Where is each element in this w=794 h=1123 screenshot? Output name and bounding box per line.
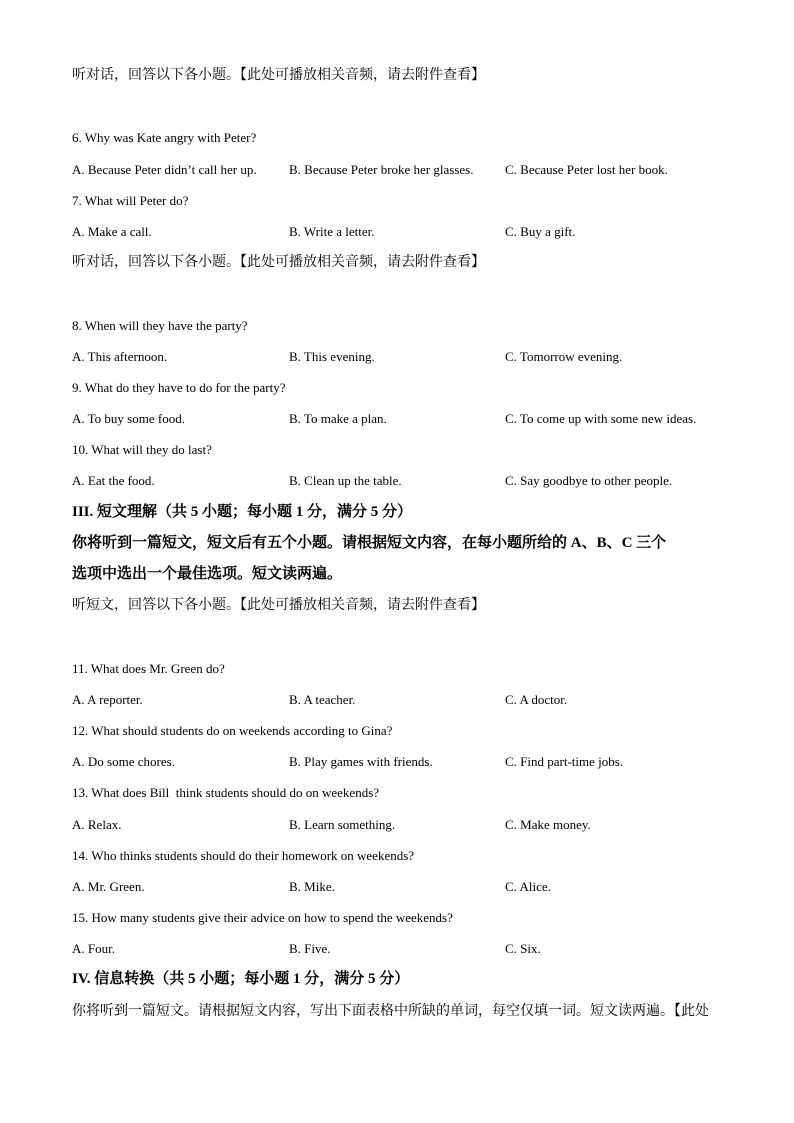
option-a: A. Eat the food.	[72, 473, 155, 489]
option-b: B. To make a plan.	[289, 411, 387, 427]
question-13	[72, 777, 732, 839]
audio-instruction: 听短文，回答以下各小题。【此处可播放相关音频，请去附件查看】	[72, 598, 485, 614]
options-row	[72, 871, 732, 902]
option-a: A. To buy some food.	[72, 411, 185, 427]
question-stem: 13. What does Bill think students should do on weekends?	[72, 785, 380, 801]
section-heading: III. 短文理解（共 5 小题；每小题 1 分，满分 5 分）	[72, 503, 413, 520]
question-9	[72, 372, 732, 434]
option-b: B. Learn something.	[289, 816, 396, 832]
blank-line	[72, 91, 732, 122]
question-stem: 8. When will they have the party?	[72, 317, 248, 333]
options-row	[72, 746, 732, 777]
section-heading: IV. 信息转换（共 5 小题；每小题 1 分，满分 5 分）	[72, 971, 410, 988]
question-stem: 14. Who thinks students should do their homework on weekends?	[72, 847, 415, 863]
option-a: A. A reporter.	[72, 691, 143, 707]
options-row	[72, 684, 732, 715]
section-directions-line-2: 选项中选出一个最佳选项。短文读两遍。	[72, 566, 343, 582]
option-c: C. Find part-time jobs.	[505, 754, 624, 770]
option-b: B. A teacher.	[289, 691, 356, 707]
question-15	[72, 902, 732, 964]
question-14	[72, 840, 732, 902]
options-row	[72, 403, 732, 434]
question-11	[72, 653, 732, 715]
question-stem: 12. What should students do on weekends according to Gina?	[72, 722, 393, 738]
question-stem: 7. What will Peter do?	[72, 192, 189, 208]
option-a: A. This afternoon.	[72, 348, 168, 364]
option-c: C. To come up with some new ideas.	[505, 411, 697, 427]
options-row	[72, 341, 732, 372]
question-stem: 6. Why was Kate angry with Peter?	[72, 130, 257, 146]
option-b: B. This evening.	[289, 348, 375, 364]
question-10	[72, 434, 732, 496]
option-c: C. Because Peter lost her book.	[505, 161, 668, 177]
option-b: B. Clean up the table.	[289, 473, 402, 489]
question-stem: 9. What do they have to do for the party?	[72, 379, 286, 395]
option-c: C. Say goodbye to other people.	[505, 473, 673, 489]
exam-page	[72, 60, 732, 1027]
option-b: B. Mike.	[289, 878, 335, 894]
option-a: A. Four.	[72, 941, 115, 957]
option-a: A. Because Peter didn’t call her up.	[72, 161, 257, 177]
option-a: A. Do some chores.	[72, 754, 175, 770]
blank-line	[72, 621, 732, 652]
option-c: C. Six.	[505, 941, 541, 957]
question-stem: 10. What will they do last?	[72, 442, 212, 458]
option-b: B. Because Peter broke her glasses.	[289, 161, 474, 177]
question-stem: 15. How many students give their advice on how to spend the weekends?	[72, 910, 453, 926]
option-b: B. Play games with friends.	[289, 754, 433, 770]
option-b: B. Five.	[289, 941, 331, 957]
section-directions: 你将听到一篇短文。请根据短文内容，写出下面表格中所缺的单词，每空仅填一词。短文读两遍。【此处	[72, 1003, 709, 1019]
options-row	[72, 809, 732, 840]
audio-instruction: 听对话，回答以下各小题。【此处可播放相关音频，请去附件查看】	[72, 255, 485, 271]
question-stem: 11. What does Mr. Green do?	[72, 660, 225, 676]
option-c: C. Tomorrow evening.	[505, 348, 623, 364]
section-directions-line-1: 你将听到一篇短文，短文后有五个小题。请根据短文内容，在每小题所给的 A、B、C 三个	[72, 534, 667, 551]
option-a: A. Relax.	[72, 816, 122, 832]
option-c: C. Alice.	[505, 878, 551, 894]
option-b: B. Write a letter.	[289, 223, 375, 239]
option-c: C. A doctor.	[505, 691, 568, 707]
question-6	[72, 122, 732, 184]
audio-instruction: 听对话，回答以下各小题。【此处可播放相关音频，请去附件查看】	[72, 68, 485, 83]
options-row	[72, 216, 732, 247]
options-row	[72, 154, 732, 185]
option-a: A. Make a call.	[72, 223, 152, 239]
question-8	[72, 310, 732, 372]
options-row	[72, 933, 732, 964]
options-row	[72, 465, 732, 496]
option-c: C. Make money.	[505, 816, 591, 832]
option-a: A. Mr. Green.	[72, 878, 145, 894]
option-c: C. Buy a gift.	[505, 223, 576, 239]
blank-line	[72, 278, 732, 309]
question-7	[72, 185, 732, 247]
question-12	[72, 715, 732, 777]
